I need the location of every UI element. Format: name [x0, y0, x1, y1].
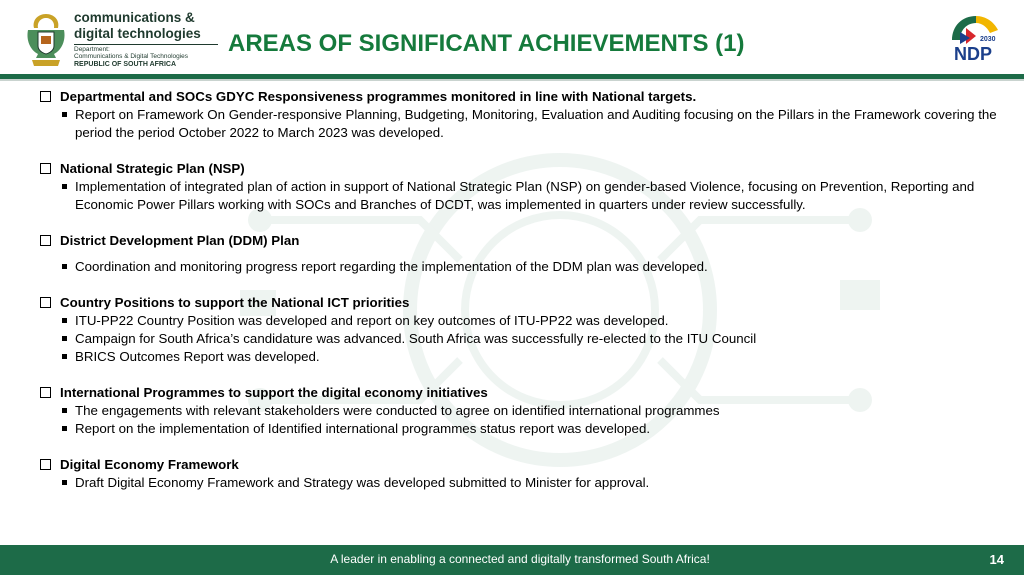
coat-of-arms-icon: [24, 10, 68, 68]
list-item: The engagements with relevant stakeholders were conducted to agree on identified international programmes: [75, 402, 998, 420]
checkbox-bullet-icon: [40, 235, 51, 246]
list-item: BRICS Outcomes Report was developed.: [75, 348, 998, 366]
section-responsiveness: [38, 88, 998, 142]
footer-tagline: A leader in enabling a connected and digitally transformed South Africa!: [330, 552, 710, 566]
slide-content: [38, 88, 998, 492]
ndp-2030-logo: [946, 14, 1006, 64]
dept-full-name: Communications & Digital Technologies: [74, 53, 189, 60]
ndp-year: 2030: [980, 36, 996, 43]
list-item: Report on Framework On Gender-responsive Planning, Budgeting, Monitoring, Evaluation and Auditing focusing on the Pillars in the Framework covering the period the period October 2022 to March 2023 was developed.: [75, 107, 997, 140]
checkbox-bullet-icon: [40, 387, 51, 398]
section-heading: [38, 160, 998, 178]
slide-footer: [0, 545, 1024, 575]
list-item: Draft Digital Economy Framework and Strategy was developed submitted to Minister for approval.: [75, 474, 998, 492]
section-heading-text: Digital Economy Framework: [60, 457, 239, 472]
section-nsp: [38, 160, 998, 214]
dept-name-line2: digital technologies: [74, 26, 201, 41]
dept-divider: [74, 44, 218, 45]
slide-header: [0, 0, 1024, 76]
section-international-programmes: [38, 384, 998, 438]
section-digital-economy: [38, 456, 998, 492]
list-item: Campaign for South Africa’s candidature was advanced. South Africa was successfully re-elected to the ITU Council: [75, 330, 998, 348]
header-divider: [0, 79, 1024, 81]
section-heading: [38, 294, 998, 312]
list-item: Report on the implementation of Identified international programmes status report was developed.: [75, 420, 998, 438]
list-item: ITU-PP22 Country Position was developed and report on key outcomes of ITU-PP22 was developed.: [75, 312, 998, 330]
section-heading: [38, 456, 998, 474]
section-heading-text: Country Positions to support the National ICT priorities: [60, 295, 410, 310]
section-heading: [38, 384, 998, 402]
page-number: 14: [989, 552, 1004, 567]
page-title: AREAS OF SIGNIFICANT ACHIEVEMENTS (1): [228, 30, 745, 57]
checkbox-bullet-icon: [40, 163, 51, 174]
section-country-positions: [38, 294, 998, 366]
section-heading-text: National Strategic Plan (NSP): [60, 161, 245, 176]
section-heading-text: International Programmes to support the digital economy initiatives: [60, 385, 488, 400]
checkbox-bullet-icon: [40, 459, 51, 470]
checkbox-bullet-icon: [40, 297, 51, 308]
list-item: Coordination and monitoring progress report regarding the implementation of the DDM plan was developed.: [75, 258, 998, 276]
country-name: REPUBLIC OF SOUTH AFRICA: [74, 61, 177, 68]
checkbox-bullet-icon: [40, 91, 51, 102]
section-heading: [38, 232, 998, 250]
dept-name-line1: communications &: [74, 10, 195, 25]
section-heading: [38, 88, 998, 106]
section-heading-text: Departmental and SOCs GDYC Responsiveness programmes monitored in line with National targets.: [60, 89, 697, 104]
ndp-label: NDP: [954, 44, 993, 64]
list-item: Implementation of integrated plan of action in support of National Strategic Plan (NSP) on gender-based Violence, focusing on Prevention, Reporting and Economic Power Pillars working with SOCs and Branches of DCDT, was implemented in quarters under review successfully.: [75, 178, 998, 214]
section-ddm: [38, 232, 998, 276]
dept-label: Department:: [74, 46, 110, 53]
department-logo: [24, 8, 224, 70]
section-heading-text: District Development Plan (DDM) Plan: [60, 233, 300, 248]
